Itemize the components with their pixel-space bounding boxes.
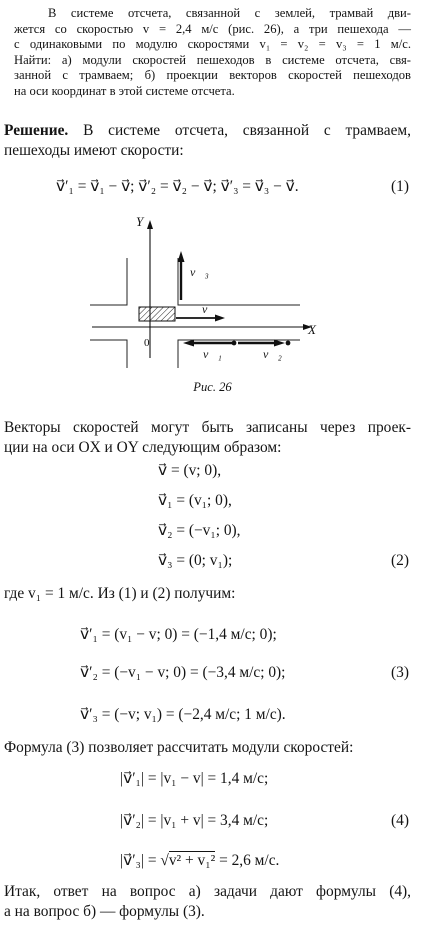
equation-4a: |v⃗′₁| = |v₁ − v| = 1,4 м/с;	[120, 770, 269, 787]
equation-2c: v⃗₂ = (−v₁; 0),	[158, 522, 241, 539]
equation-2-number: (2)	[391, 552, 409, 569]
paragraph-projections	[4, 418, 411, 457]
equation-3a: v⃗′₁ = (v₁ − v; 0) = (−1,4 м/с; 0);	[80, 626, 277, 643]
v2-arrowhead	[274, 340, 285, 347]
equation-3b: v⃗′₂ = (−v₁ − v; 0) = (−3,4 м/с; 0); (3)	[0, 662, 425, 684]
paragraph-answer: Итак, ответ на вопрос а) задачи дают формулы (4), а на вопрос б) — формулы (3).	[4, 883, 411, 920]
problem-line-3: с одинаковыми по модулю скоростями v₁ = v₂ = v₃ = 1 м/с.	[14, 37, 411, 51]
axis-y-label: Y	[136, 214, 144, 229]
paragraph-where: где v₁ = 1 м/с. Из (1) и (2) получим:	[4, 585, 236, 602]
figure-26	[0, 210, 425, 370]
problem-line-1: В системе отсчета, связанной с землей, трамвай дви-	[48, 6, 411, 20]
tram-block	[139, 307, 175, 321]
axis-x-label: X	[308, 322, 316, 337]
y-axis-arrowhead	[147, 220, 153, 229]
v1-label: v⃗₁	[203, 347, 222, 361]
paragraph-projections-line-1: Векторы скоростей могут быть записаны через проек-	[4, 419, 411, 436]
equation-3c: v⃗′₃ = (−v; v₁) = (−2,4 м/с; 1 м/с).	[80, 706, 286, 723]
solution-intro	[4, 121, 411, 160]
v1-arrowhead	[183, 340, 194, 347]
v1-dot	[232, 341, 237, 346]
v3-arrowhead	[178, 251, 185, 262]
v-label: v⃗	[202, 302, 217, 316]
paragraph-moduli: Формула (3) позволяет рассчитать модули скоростей:	[4, 739, 354, 756]
v2-dot	[286, 341, 291, 346]
problem-line-4: Найти: а) модули скоростей пешеходов в системе отсчета, свя-	[14, 52, 411, 67]
equation-1-number: (1)	[391, 178, 409, 195]
problem-line-2: жется со скоростью v = 2,4 м/с (рис. 26), а три пешехода —	[14, 21, 411, 36]
equation-2a: v⃗ = (v; 0),	[158, 462, 222, 479]
equation-4b: |v⃗′₂| = |v₁ + v| = 3,4 м/с; (4)	[0, 810, 425, 832]
equation-2b: v⃗₁ = (v₁; 0),	[158, 492, 232, 509]
solution-line-2: пешеходы имеют скорости:	[4, 141, 184, 159]
origin-label: 0	[144, 337, 150, 349]
solution-label: Решение.	[4, 122, 69, 139]
equation-1-body: v⃗′₁ = v⃗₁ − v⃗; v⃗′₂ = v⃗₂ − v⃗; v⃗′₃ = v⃗₃ − v⃗.	[56, 178, 299, 195]
equation-4-number: (4)	[391, 812, 409, 829]
equation-3-number: (3)	[391, 664, 409, 681]
solution-line-1: В системе отсчета, связанной с трамваем,	[68, 122, 411, 139]
paragraph-projections-line-2: ции на оси OX и OY следующим образом:	[4, 438, 282, 456]
problem-statement	[14, 6, 411, 99]
equation-2d: v⃗₃ = (0; v₁); (2)	[0, 550, 425, 572]
figure-caption: Рис. 26	[193, 380, 232, 394]
v3-label: v⃗₃	[190, 265, 209, 279]
equation-4c: |v⃗′₃| = √v² + v₁² = 2,6 м/с.	[120, 852, 280, 869]
sqrt-radicand: v² + v₁²	[168, 852, 216, 869]
equation-1	[0, 176, 425, 198]
v2-label: v⃗₂	[263, 347, 282, 361]
sqrt-sign: √	[160, 852, 169, 869]
problem-line-6: на оси координат в этой системе отсчета.	[14, 83, 235, 98]
problem-line-5: занной с трамваем; б) проекции векторов скоростей пешеходов	[14, 68, 411, 82]
